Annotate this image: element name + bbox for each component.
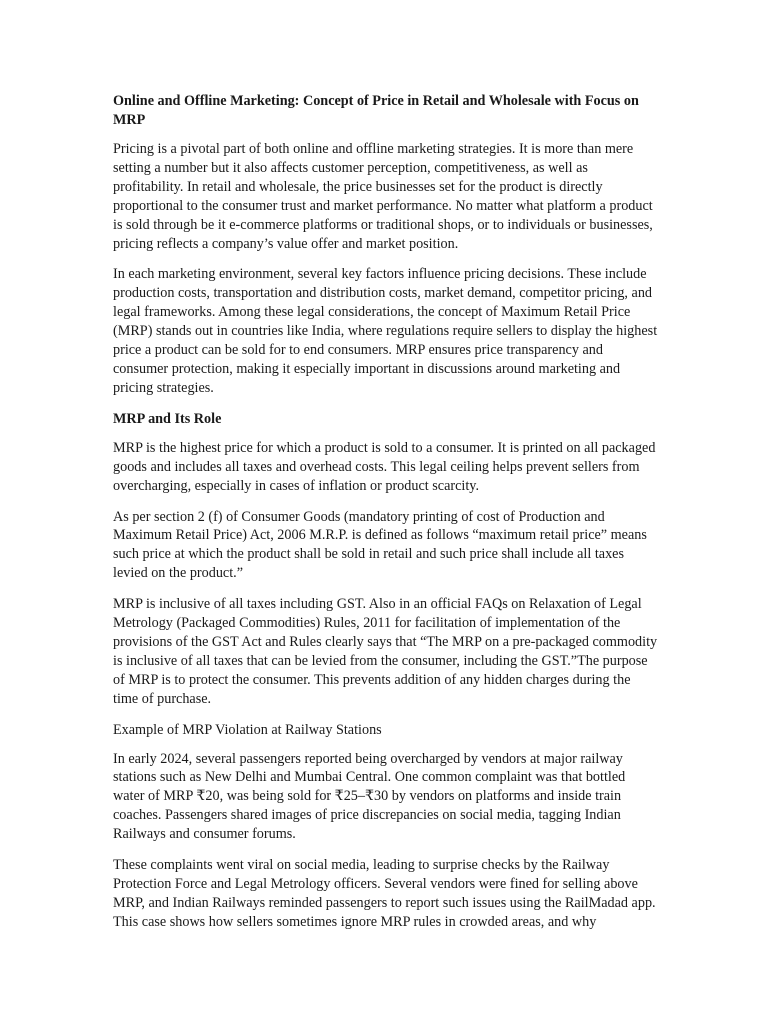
intro-paragraph-1: Pricing is a pivotal part of both online and offline marketing strategies. It is more than mere setting a number but it also affects customer perception, competitiveness, as well as profitability. In retail and wholesale, the price businesses set for the product is directly proportional to the consumer trust and market performance. No matter what platform a product is sold through be it e-commerce platforms or traditional shops, or to individuals or businesses, pricing reflects a company’s value offer and market position. <box>113 141 653 252</box>
mrp-paragraph-1: MRP is the highest price for which a product is sold to a consumer. It is printed on all packaged goods and includes all taxes and overhead costs. This legal ceiling helps prevent sellers from overcharging, especially in cases of inflation or product scarcity. <box>113 439 656 494</box>
mrp-paragraph-3: MRP is inclusive of all taxes including GST. Also in an official FAQs on Relaxation of Legal Metrology (Packaged Commodities) Rules, 2011 for facilitation of implementation of the provisions of the GST Act and Rules clearly says that “The MRP on a pre-packaged commodity is inclusive of all taxes that can be levied from the consumer, including the GST.”The purpose of MRP is to protect the consumer. This prevents addition of any hidden charges during the time of purchase. <box>113 596 658 707</box>
example-paragraph-1: In early 2024, several passengers reported being overcharged by vendors at major railway stations such as New Delhi and Mumbai Central. One common complaint was that bottled water of MRP ₹20, was being sold for ₹25–₹30 by vendors on platforms and inside train coaches. Passengers shared images of price discrepancies on social media, tagging Indian Railways and consumer forums. <box>113 750 626 843</box>
section-heading-mrp-role: MRP and Its Role <box>113 410 222 427</box>
document-page <box>113 92 658 944</box>
intro-paragraph-2: In each marketing environment, several key factors influence pricing decisions. These include production costs, transportation and distribution costs, market demand, competitor pricing, and legal frameworks. Among these legal considerations, the concept of Maximum Retail Price (MRP) stands out in countries like India, where regulations require sellers to display the highest price a product can be sold for to end consumers. MRP ensures price transparency and consumer protection, making it especially important in discussions around marketing and pricing strategies. <box>113 266 658 396</box>
mrp-paragraph-2: As per section 2 (f) of Consumer Goods (mandatory printing of cost of Production and Maximum Retail Price) Act, 2006 M.R.P. is defined as follows “maximum retail price” means such price at which the product shall be sold in retail and such price shall include all taxes levied on the product.” <box>113 508 647 582</box>
section-heading-railway-example: Example of MRP Violation at Railway Stations <box>113 721 382 738</box>
document-title: Online and Offline Marketing: Concept of Price in Retail and Wholesale with Focus on MRP <box>113 93 639 128</box>
example-paragraph-2: These complaints went viral on social media, leading to surprise checks by the Railway Protection Force and Legal Metrology officers. Several vendors were fined for selling above MRP, and Indian Railways reminded passengers to report such issues using the RailMadad app. This case shows how sellers sometimes ignore MRP rules in crowded areas, and why <box>113 857 656 930</box>
